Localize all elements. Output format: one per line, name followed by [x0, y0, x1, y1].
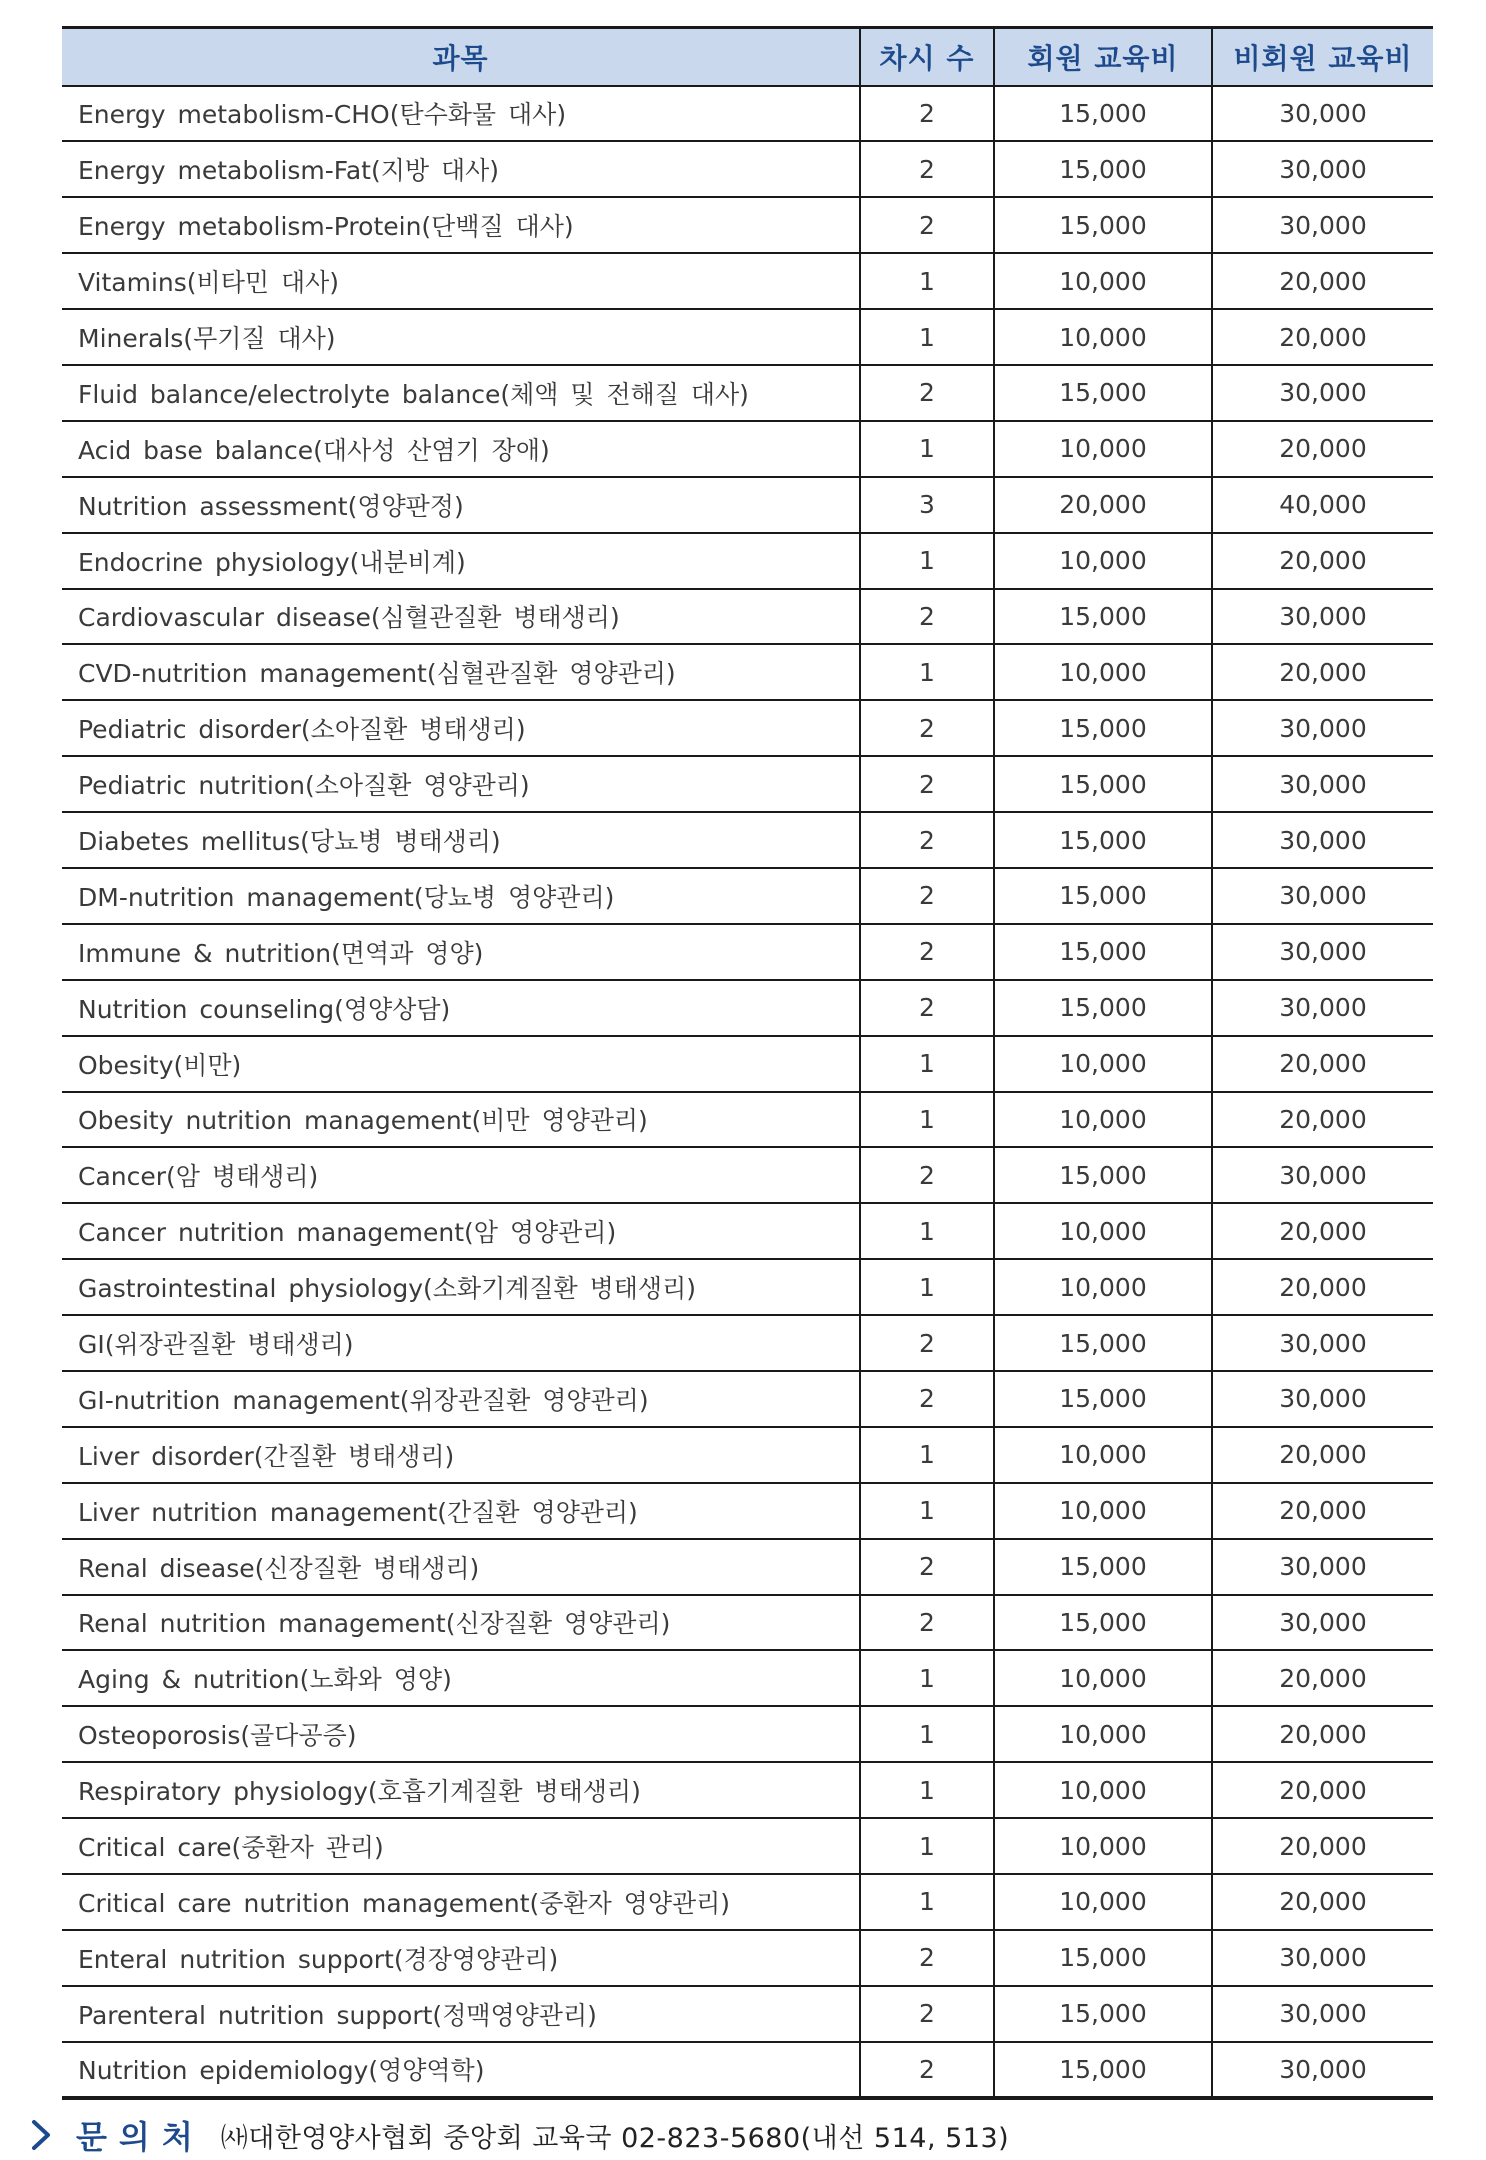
cell-subject: Renal disease(신장질환 병태생리): [62, 1539, 860, 1595]
cell-member-fee: 10,000: [994, 1874, 1212, 1930]
cell-nonmember-fee: 20,000: [1212, 533, 1433, 589]
table-row: [62, 1036, 1433, 1092]
table-row: [62, 1203, 1433, 1259]
cell-sessions: 1: [860, 309, 994, 365]
header-subject: 과목: [62, 28, 860, 86]
cell-subject: Obesity nutrition management(비만 영양관리): [62, 1092, 860, 1148]
cell-member-fee: 15,000: [994, 1930, 1212, 1986]
cell-subject: Parenteral nutrition support(정맥영양관리): [62, 1986, 860, 2042]
cell-member-fee: 10,000: [994, 1427, 1212, 1483]
cell-subject: Pediatric disorder(소아질환 병태생리): [62, 700, 860, 756]
cell-subject: Energy metabolism-Fat(지방 대사): [62, 141, 860, 197]
cell-member-fee: 20,000: [994, 477, 1212, 533]
table-row: [62, 644, 1433, 700]
table-row: [62, 1427, 1433, 1483]
cell-nonmember-fee: 30,000: [1212, 86, 1433, 142]
table-row: [62, 1930, 1433, 1986]
cell-nonmember-fee: 30,000: [1212, 197, 1433, 253]
cell-member-fee: 15,000: [994, 700, 1212, 756]
cell-subject: Diabetes mellitus(당뇨병 병태생리): [62, 812, 860, 868]
cell-member-fee: 15,000: [994, 1371, 1212, 1427]
table-row: [62, 365, 1433, 421]
cell-sessions: 2: [860, 868, 994, 924]
cell-subject: Critical care nutrition management(중환자 영양관리): [62, 1874, 860, 1930]
table-row: [62, 1259, 1433, 1315]
cell-member-fee: 15,000: [994, 924, 1212, 980]
cell-member-fee: 15,000: [994, 86, 1212, 142]
table-row: [62, 1539, 1433, 1595]
cell-member-fee: 15,000: [994, 589, 1212, 645]
chevron-right-icon: [24, 2118, 58, 2152]
header-sessions: 차시 수: [860, 28, 994, 86]
cell-member-fee: 15,000: [994, 980, 1212, 1036]
cell-member-fee: 15,000: [994, 1986, 1212, 2042]
cell-sessions: 2: [860, 589, 994, 645]
cell-nonmember-fee: 40,000: [1212, 477, 1433, 533]
cell-nonmember-fee: 20,000: [1212, 253, 1433, 309]
table-row: [62, 1371, 1433, 1427]
header-nonmember-fee: 비회원 교육비: [1212, 28, 1433, 86]
cell-subject: DM-nutrition management(당뇨병 영양관리): [62, 868, 860, 924]
cell-member-fee: 15,000: [994, 2042, 1212, 2098]
cell-member-fee: 10,000: [994, 1762, 1212, 1818]
cell-sessions: 2: [860, 1147, 994, 1203]
cell-sessions: 2: [860, 1930, 994, 1986]
cell-nonmember-fee: 30,000: [1212, 812, 1433, 868]
cell-nonmember-fee: 30,000: [1212, 1930, 1433, 1986]
table-body: [62, 86, 1433, 2098]
cell-sessions: 1: [860, 644, 994, 700]
table-row: [62, 1147, 1433, 1203]
cell-subject: Enteral nutrition support(경장영양관리): [62, 1930, 860, 1986]
cell-nonmember-fee: 30,000: [1212, 365, 1433, 421]
cell-member-fee: 10,000: [994, 1818, 1212, 1874]
cell-sessions: 1: [860, 1203, 994, 1259]
cell-subject: Minerals(무기질 대사): [62, 309, 860, 365]
cell-member-fee: 10,000: [994, 1036, 1212, 1092]
cell-nonmember-fee: 20,000: [1212, 1092, 1433, 1148]
cell-sessions: 2: [860, 2042, 994, 2098]
cell-nonmember-fee: 20,000: [1212, 1762, 1433, 1818]
cell-sessions: 2: [860, 1371, 994, 1427]
cell-member-fee: 15,000: [994, 868, 1212, 924]
cell-sessions: 2: [860, 1315, 994, 1371]
table-row: [62, 1092, 1433, 1148]
table-row: [62, 589, 1433, 645]
cell-member-fee: 15,000: [994, 812, 1212, 868]
cell-subject: Respiratory physiology(호흡기계질환 병태생리): [62, 1762, 860, 1818]
table-row: [62, 1483, 1433, 1539]
cell-sessions: 2: [860, 812, 994, 868]
cell-subject: Immune & nutrition(면역과 영양): [62, 924, 860, 980]
cell-member-fee: 15,000: [994, 1147, 1212, 1203]
cell-subject: Cancer nutrition management(암 영양관리): [62, 1203, 860, 1259]
cell-nonmember-fee: 30,000: [1212, 589, 1433, 645]
cell-subject: Critical care(중환자 관리): [62, 1818, 860, 1874]
cell-subject: GI-nutrition management(위장관질환 영양관리): [62, 1371, 860, 1427]
cell-subject: CVD-nutrition management(심혈관질환 영양관리): [62, 644, 860, 700]
cell-nonmember-fee: 20,000: [1212, 1706, 1433, 1762]
table-row: [62, 812, 1433, 868]
table-row: [62, 2042, 1433, 2098]
cell-member-fee: 10,000: [994, 1259, 1212, 1315]
cell-nonmember-fee: 20,000: [1212, 1259, 1433, 1315]
cell-sessions: 2: [860, 1595, 994, 1651]
cell-sessions: 2: [860, 141, 994, 197]
cell-sessions: 2: [860, 86, 994, 142]
cell-nonmember-fee: 30,000: [1212, 2042, 1433, 2098]
cell-sessions: 2: [860, 365, 994, 421]
course-fee-table-container: [62, 26, 1433, 2100]
cell-subject: Cardiovascular disease(심혈관질환 병태생리): [62, 589, 860, 645]
table-row: [62, 1315, 1433, 1371]
table-row: [62, 1595, 1433, 1651]
cell-sessions: 1: [860, 1427, 994, 1483]
table-row: [62, 1818, 1433, 1874]
table-row: [62, 533, 1433, 589]
table-row: [62, 1706, 1433, 1762]
cell-nonmember-fee: 30,000: [1212, 1315, 1433, 1371]
cell-nonmember-fee: 20,000: [1212, 1483, 1433, 1539]
cell-member-fee: 10,000: [994, 644, 1212, 700]
cell-member-fee: 10,000: [994, 253, 1212, 309]
cell-sessions: 1: [860, 1818, 994, 1874]
cell-member-fee: 10,000: [994, 1483, 1212, 1539]
cell-member-fee: 10,000: [994, 1203, 1212, 1259]
cell-subject: Nutrition epidemiology(영양역학): [62, 2042, 860, 2098]
table-row: [62, 1762, 1433, 1818]
cell-nonmember-fee: 30,000: [1212, 1539, 1433, 1595]
cell-subject: Liver nutrition management(간질환 영양관리): [62, 1483, 860, 1539]
cell-subject: Osteoporosis(골다공증): [62, 1706, 860, 1762]
table-row: [62, 477, 1433, 533]
cell-nonmember-fee: 30,000: [1212, 980, 1433, 1036]
cell-subject: Endocrine physiology(내분비계): [62, 533, 860, 589]
table-row: [62, 421, 1433, 477]
cell-nonmember-fee: 20,000: [1212, 309, 1433, 365]
table-row: [62, 1874, 1433, 1930]
cell-sessions: 1: [860, 1762, 994, 1818]
contact-label: 문의처: [76, 2118, 205, 2156]
cell-sessions: 2: [860, 197, 994, 253]
cell-subject: Nutrition assessment(영양판정): [62, 477, 860, 533]
cell-sessions: 1: [860, 253, 994, 309]
cell-member-fee: 10,000: [994, 1706, 1212, 1762]
table-row: [62, 1650, 1433, 1706]
table-row: [62, 253, 1433, 309]
cell-sessions: 1: [860, 421, 994, 477]
cell-nonmember-fee: 30,000: [1212, 1595, 1433, 1651]
cell-nonmember-fee: 30,000: [1212, 1147, 1433, 1203]
cell-member-fee: 15,000: [994, 1595, 1212, 1651]
cell-sessions: 2: [860, 980, 994, 1036]
cell-nonmember-fee: 20,000: [1212, 1203, 1433, 1259]
cell-member-fee: 10,000: [994, 309, 1212, 365]
cell-sessions: 2: [860, 756, 994, 812]
cell-member-fee: 10,000: [994, 1650, 1212, 1706]
table-row: [62, 756, 1433, 812]
contact-info: [24, 2112, 1009, 2158]
cell-nonmember-fee: 20,000: [1212, 1427, 1433, 1483]
cell-sessions: 1: [860, 1874, 994, 1930]
cell-subject: Pediatric nutrition(소아질환 영양관리): [62, 756, 860, 812]
table-header: [62, 28, 1433, 86]
cell-subject: GI(위장관질환 병태생리): [62, 1315, 860, 1371]
cell-sessions: 2: [860, 700, 994, 756]
cell-sessions: 1: [860, 1483, 994, 1539]
cell-member-fee: 15,000: [994, 141, 1212, 197]
cell-sessions: 2: [860, 924, 994, 980]
table-row: [62, 141, 1433, 197]
cell-member-fee: 15,000: [994, 365, 1212, 421]
cell-subject: Nutrition counseling(영양상담): [62, 980, 860, 1036]
cell-member-fee: 15,000: [994, 1315, 1212, 1371]
cell-sessions: 1: [860, 533, 994, 589]
contact-text: ㈔대한영양사협회 중앙회 교육국 02-823-5680(내선 514, 513): [220, 2122, 1010, 2154]
cell-sessions: 1: [860, 1092, 994, 1148]
cell-nonmember-fee: 20,000: [1212, 421, 1433, 477]
table-row: [62, 309, 1433, 365]
cell-member-fee: 15,000: [994, 756, 1212, 812]
cell-nonmember-fee: 30,000: [1212, 700, 1433, 756]
cell-nonmember-fee: 30,000: [1212, 756, 1433, 812]
cell-nonmember-fee: 20,000: [1212, 644, 1433, 700]
cell-nonmember-fee: 20,000: [1212, 1036, 1433, 1092]
cell-member-fee: 15,000: [994, 197, 1212, 253]
cell-sessions: 1: [860, 1036, 994, 1092]
cell-subject: Aging & nutrition(노화와 영양): [62, 1650, 860, 1706]
cell-sessions: 2: [860, 1986, 994, 2042]
table-row: [62, 86, 1433, 142]
cell-member-fee: 15,000: [994, 1539, 1212, 1595]
cell-subject: Vitamins(비타민 대사): [62, 253, 860, 309]
cell-sessions: 2: [860, 1539, 994, 1595]
cell-subject: Fluid balance/electrolyte balance(체액 및 전해질 대사): [62, 365, 860, 421]
table-row: [62, 924, 1433, 980]
cell-sessions: 1: [860, 1650, 994, 1706]
table-row: [62, 868, 1433, 924]
cell-sessions: 1: [860, 1259, 994, 1315]
cell-subject: Liver disorder(간질환 병태생리): [62, 1427, 860, 1483]
cell-subject: Cancer(암 병태생리): [62, 1147, 860, 1203]
table-row: [62, 197, 1433, 253]
cell-nonmember-fee: 20,000: [1212, 1818, 1433, 1874]
cell-nonmember-fee: 30,000: [1212, 1371, 1433, 1427]
cell-subject: Renal nutrition management(신장질환 영양관리): [62, 1595, 860, 1651]
cell-subject: Energy metabolism-Protein(단백질 대사): [62, 197, 860, 253]
cell-nonmember-fee: 30,000: [1212, 1986, 1433, 2042]
cell-member-fee: 10,000: [994, 421, 1212, 477]
course-fee-table: [62, 26, 1433, 2100]
table-row: [62, 1986, 1433, 2042]
table-row: [62, 700, 1433, 756]
cell-member-fee: 10,000: [994, 533, 1212, 589]
cell-subject: Gastrointestinal physiology(소화기계질환 병태생리): [62, 1259, 860, 1315]
cell-nonmember-fee: 30,000: [1212, 141, 1433, 197]
cell-sessions: 1: [860, 1706, 994, 1762]
cell-subject: Acid base balance(대사성 산염기 장애): [62, 421, 860, 477]
header-member-fee: 회원 교육비: [994, 28, 1212, 86]
cell-nonmember-fee: 30,000: [1212, 924, 1433, 980]
cell-nonmember-fee: 20,000: [1212, 1650, 1433, 1706]
cell-nonmember-fee: 30,000: [1212, 868, 1433, 924]
cell-subject: Energy metabolism-CHO(탄수화물 대사): [62, 86, 860, 142]
cell-subject: Obesity(비만): [62, 1036, 860, 1092]
header-row: [62, 28, 1433, 86]
table-row: [62, 980, 1433, 1036]
cell-nonmember-fee: 20,000: [1212, 1874, 1433, 1930]
cell-sessions: 3: [860, 477, 994, 533]
cell-member-fee: 10,000: [994, 1092, 1212, 1148]
